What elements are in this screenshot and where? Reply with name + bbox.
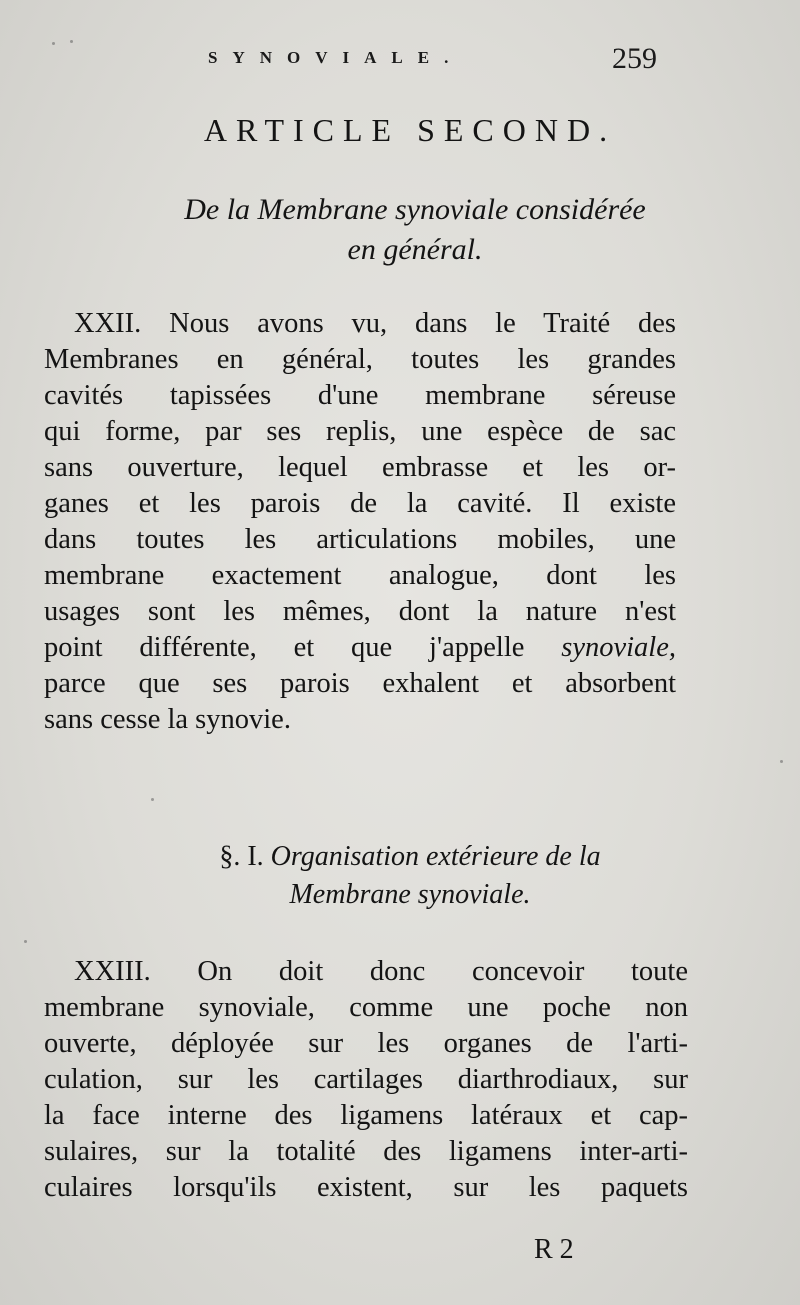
paragraph-line: sans ouverture, lequel embrasse et les or- — [44, 452, 676, 483]
paragraph-line: membrane synoviale, comme une poche non — [44, 992, 688, 1023]
signature-mark: R 2 — [534, 1234, 574, 1265]
paragraph-line: usages sont les mêmes, dont la nature n'est — [44, 596, 676, 627]
paper-speck — [52, 42, 55, 45]
section-number: §. I. — [219, 841, 264, 872]
paragraph-line: culation, sur les cartilages diarthrodiaux, sur — [44, 1064, 688, 1095]
paragraph-line: culaires lorsqu'ils existent, sur les paquets — [44, 1172, 688, 1203]
paragraph-line: XXII. Nous avons vu, dans le Traité des — [74, 308, 676, 339]
paper-speck — [151, 798, 154, 801]
paragraph-line: la face interne des ligamens latéraux et cap- — [44, 1100, 688, 1131]
paragraph-line: qui forme, par ses replis, une espèce de sac — [44, 416, 676, 447]
paragraph-line: sulaires, sur la totalité des ligamens inter-arti- — [44, 1136, 688, 1167]
page-number: 259 — [612, 42, 657, 75]
running-head-title: SYNOVIALE. — [208, 48, 464, 67]
section-heading-line-1 — [20, 838, 800, 876]
paragraph-line: parce que ses parois exhalent et absorbent — [44, 668, 676, 699]
section-heading-text: Organisation extérieure de la — [270, 841, 601, 872]
paragraph-line: ganes et les parois de la cavité. Il existe — [44, 488, 676, 519]
paragraph-line: ouverte, déployée sur les organes de l'arti- — [44, 1028, 688, 1059]
paragraph-xxiii — [44, 954, 688, 1206]
section-heading — [0, 838, 800, 914]
paragraph-line: cavités tapissées d'une membrane séreuse — [44, 380, 676, 411]
paper-speck — [24, 940, 27, 943]
italic-term-synoviale: synoviale, — [561, 632, 676, 663]
paragraph-line: membrane exactement analogue, dont les — [44, 560, 676, 591]
subtitle-line-2: en général. — [347, 233, 483, 266]
paragraph-line: sans cesse la synovie. — [44, 704, 291, 735]
article-title: ARTICLE SECOND. — [203, 112, 617, 148]
running-head — [0, 44, 800, 78]
paragraph-line: Membranes en général, toutes les grandes — [44, 344, 676, 375]
section-heading-line-2: Membrane synoviale. — [289, 879, 531, 910]
paper-speck — [70, 40, 73, 43]
paragraph-line: XXIII. On doit donc concevoir toute — [74, 956, 688, 987]
paragraph-line-text: point différente, et que j'appelle — [44, 632, 562, 663]
paragraph-xxii — [44, 306, 676, 738]
subtitle-line-1: De la Membrane synoviale considérée — [184, 193, 646, 226]
paragraph-line: dans toutes les articulations mobiles, une — [44, 524, 676, 555]
article-subtitle — [0, 190, 800, 270]
paragraph-line-with-italic — [44, 630, 676, 666]
paper-speck — [780, 760, 783, 763]
